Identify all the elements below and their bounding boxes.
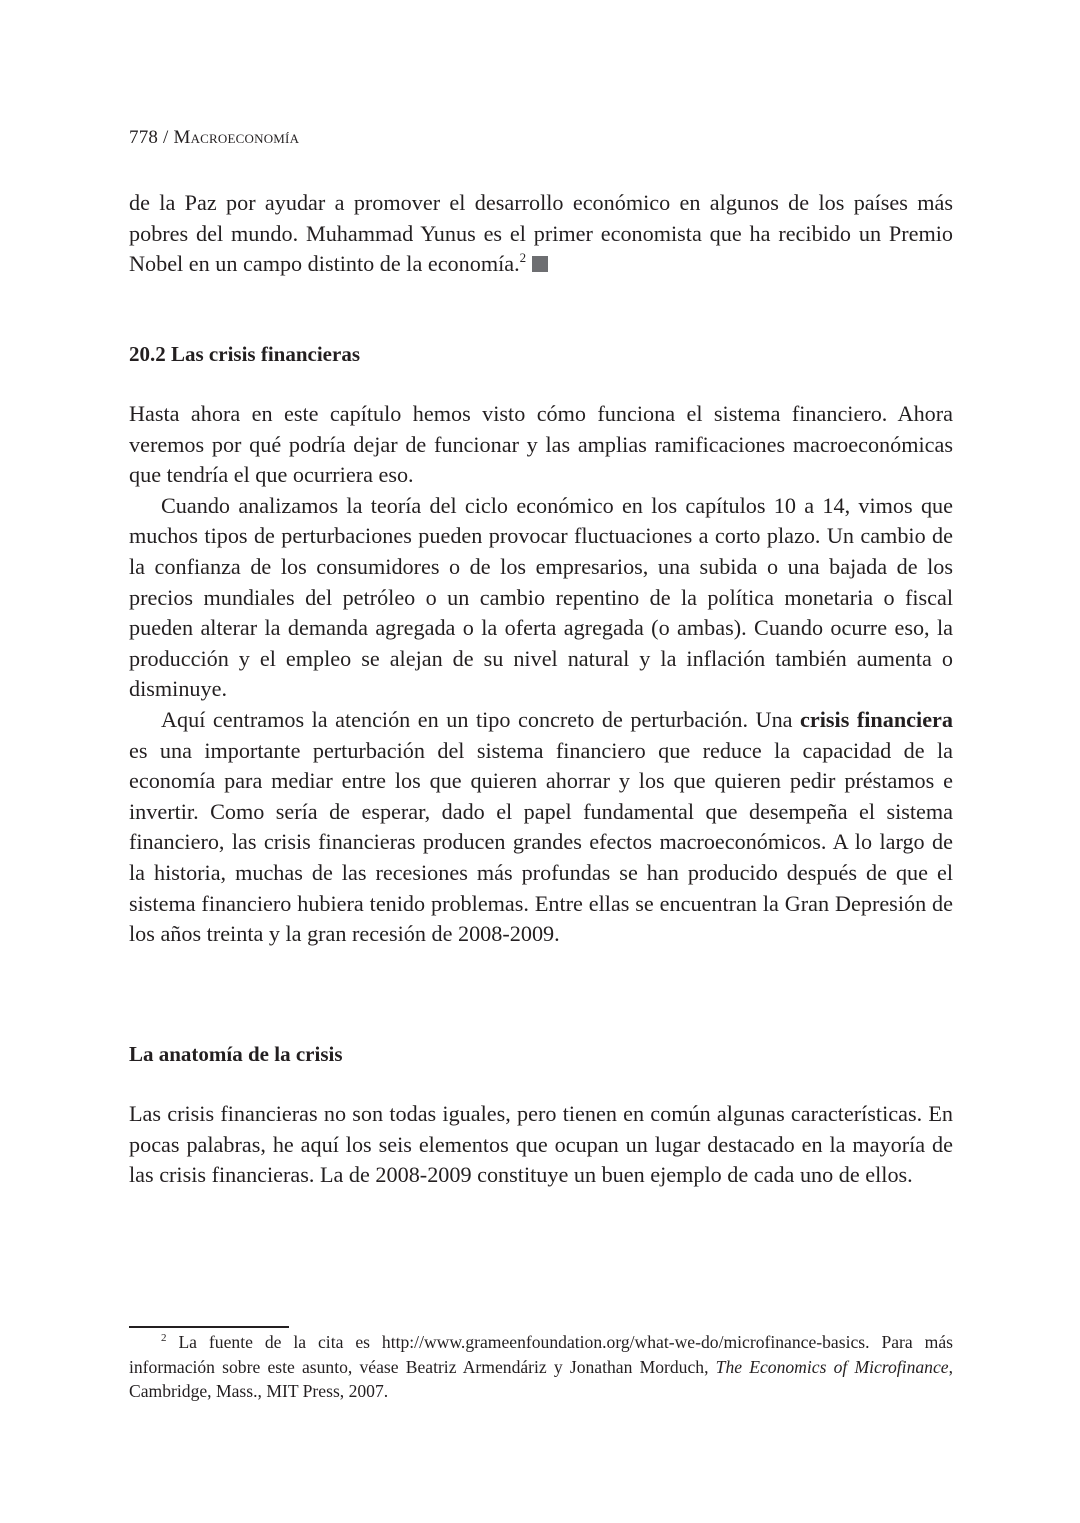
intro-paragraph xyxy=(129,188,953,280)
paragraph-1: Hasta ahora en este capítulo hemos visto cómo funciona el sistema financiero. Ahora veremos por qué podría dejar de funcionar y las amplias ramificaciones macroeconómicas que tendría el que ocurriera eso. xyxy=(129,401,953,488)
book-title: Macroeconomía xyxy=(173,127,300,148)
p3-before: Aquí centramos la atención en un tipo concreto de perturbación. Una xyxy=(161,706,801,732)
section-heading: 20.2 Las crisis financieras xyxy=(129,342,360,366)
p3-after: es una importante perturbación del sistema financiero que reduce la capacidad de la economía para mediar entre los que quieren ahorrar y los que quieren pedir préstamos e invertir. Como sería de esperar, dado el papel fundamental que desempeña el sistema financiero, las crisis financieras producen grandes efectos macroeconómicos. A lo largo de la historia, muchas de las recesiones más profundas se han producido después de que el sistema financiero hubiera tenido problemas. Entre ellas se encuentran la Gran Depresión de los años treinta y la gran recesión de 2008-2009. xyxy=(129,737,953,947)
footnote-text: La fuente de la cita es http://www.grameenfoundation.org/what-we-do/microfinance-basics. Para más información sobre este asunto, véase Beatriz Armendáriz y Jonathan Morduch, xyxy=(129,1332,953,1377)
footnote-book-title: The Economics of Microfinance xyxy=(715,1356,949,1377)
footnote xyxy=(129,1330,953,1404)
page-number: 778 xyxy=(129,127,159,148)
subsection-paragraph: Las crisis financieras no son todas iguales, pero tienen en común algunas características. En pocas palabras, he aquí los seis elementos que ocupan un lugar destacado en la mayoría de las crisis financieras. La de 2008-2009 constituye un buen ejemplo de cada uno de ellos. xyxy=(129,1101,953,1188)
key-term: crisis financiera xyxy=(800,706,953,732)
footnote-rest: , Cambridge, Mass., MIT Press, 2007. xyxy=(129,1356,953,1401)
subsection-body xyxy=(129,1099,953,1191)
header-separator: / xyxy=(158,127,174,148)
end-of-box-square-icon xyxy=(532,256,548,272)
section-body xyxy=(129,399,953,950)
paragraph-3 xyxy=(129,705,953,950)
footnote-reference[interactable]: 2 xyxy=(519,250,527,266)
subsection-heading: La anatomía de la crisis xyxy=(129,1042,343,1066)
footnote-divider xyxy=(129,1326,289,1328)
intro-text: de la Paz por ayudar a promover el desarrollo económico en algunos de los países más pobres del mundo. Muhammad Yunus es el primer economista que ha recibido un Premio Nobel en un campo distinto de la economía. xyxy=(129,190,953,277)
paragraph-2: Cuando analizamos la teoría del ciclo económico en los capítulos 10 a 14, vimos que muchos tipos de perturbaciones pueden provocar fluctuaciones a corto plazo. Un cambio de la confianza de los consumidores o de los empresarios, una subida o una bajada de los precios mundiales del petróleo o un cambio repentino de la política monetaria o fiscal pueden alterar la demanda agregada o la oferta agregada (o ambas). Cuando ocurre eso, la producción y el empleo se alejan de su nivel natural y la inflación también aumenta o disminuye. xyxy=(129,492,953,702)
footnote-number: 2 xyxy=(161,1332,167,1344)
running-header xyxy=(129,127,299,149)
